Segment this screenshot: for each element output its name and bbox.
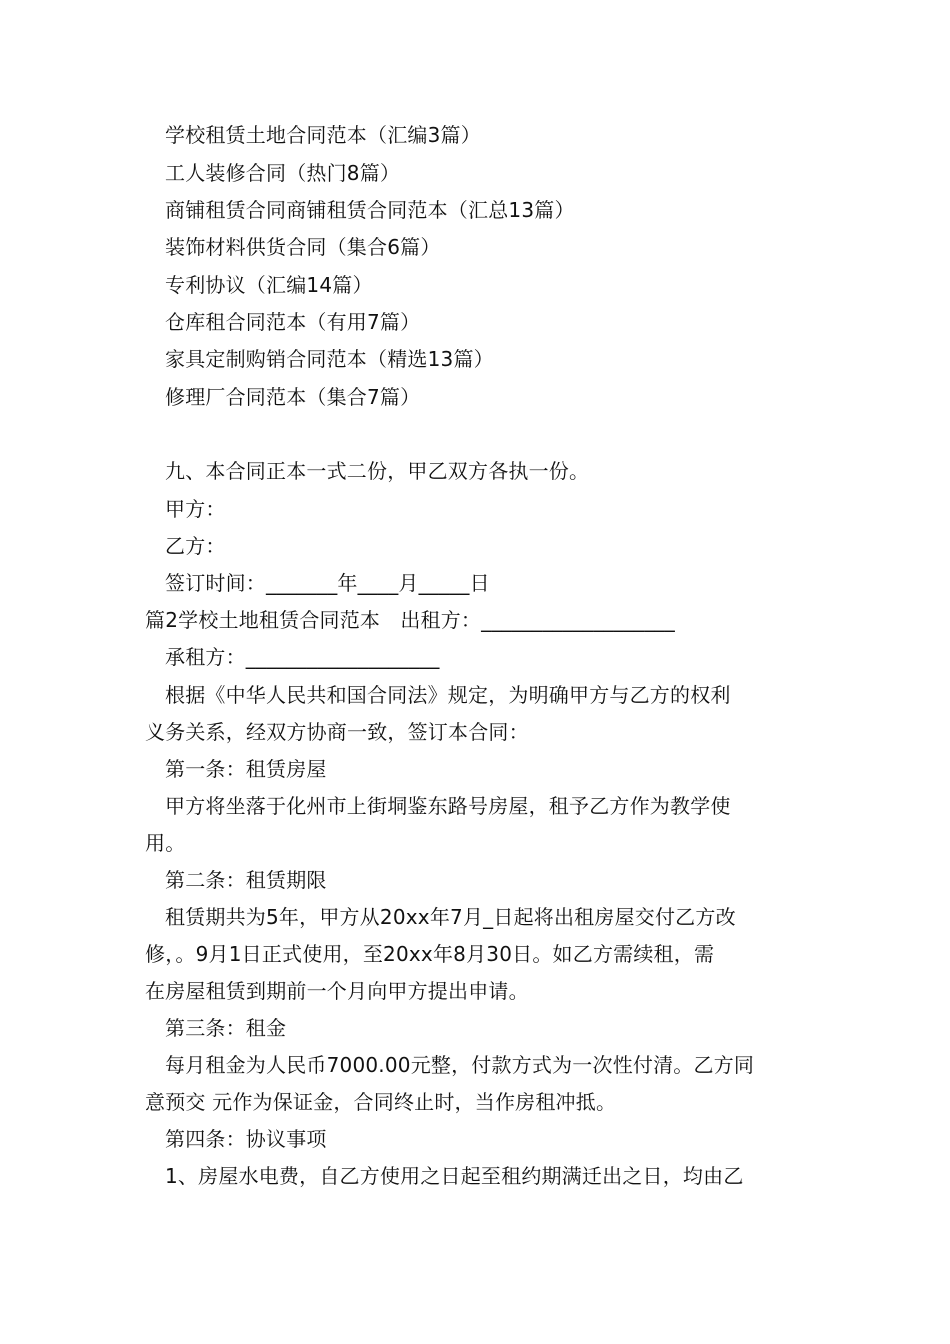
clause-2-line-1: 租赁期共为5年，甲方从20xx年7月_日起将出租房屋交付乙方改 [165,905,736,929]
related-item-4[interactable]: 装饰材料供货合同（集合6篇） [165,235,441,259]
clause-2-line-2: 修，。9月1日正式使用，至20xx年8月30日。如乙方需续租，需 [145,942,715,966]
party-b-label: 乙方： [165,534,226,558]
related-item-5[interactable]: 专利协议（汇编14篇） [165,273,373,297]
intro-line-1: 根据《中华人民共和国合同法》规定，为明确甲方与乙方的权利 [165,683,731,707]
clause-1-line-2: 用。 [145,831,186,855]
related-item-7[interactable]: 家具定制购销合同范本（精选13篇） [165,347,494,371]
related-item-3[interactable]: 商铺租赁合同商铺租赁合同范本（汇总13篇） [165,198,575,222]
clause-3-title: 第三条：租金 [165,1016,287,1040]
clause-4-line-1: 1、房屋水电费，自乙方使用之日起至租约期满迁出之日，均由乙 [165,1164,744,1188]
related-item-1[interactable]: 学校租赁土地合同范本（汇编3篇） [165,123,481,147]
party-a-label: 甲方： [165,497,226,521]
clause-1-line-1: 甲方将坐落于化州市上街垌鉴东路号房屋，租予乙方作为教学使 [165,794,731,818]
related-item-8[interactable]: 修理厂合同范本（集合7篇） [165,385,421,409]
clause-3-line-1: 每月租金为人民币7000.00元整，付款方式为一次性付清。乙方同 [165,1053,755,1077]
intro-line-2: 义务关系，经双方协商一致，签订本合同： [145,720,529,744]
clause-nine: 九、本合同正本一式二份，甲乙双方各执一份。 [165,459,590,483]
article-2-heading: 篇2学校土地租赁合同范本 出租方：___________________ [145,608,675,632]
clause-2-title: 第二条：租赁期限 [165,868,327,892]
clause-3-line-2: 意预交 元作为保证金，合同终止时，当作房租冲抵。 [145,1090,617,1114]
clause-1-title: 第一条：租赁房屋 [165,757,327,781]
sign-date-line: 签订时间：_______年____月_____日 [165,571,490,595]
lessee-line: 承租方：___________________ [165,645,440,669]
related-item-6[interactable]: 仓库租合同范本（有用7篇） [165,310,421,334]
clause-2-line-3: 在房屋租赁到期前一个月向甲方提出申请。 [145,979,529,1003]
related-item-2[interactable]: 工人装修合同（热门8篇） [165,161,401,185]
clause-4-title: 第四条：协议事项 [165,1127,327,1151]
